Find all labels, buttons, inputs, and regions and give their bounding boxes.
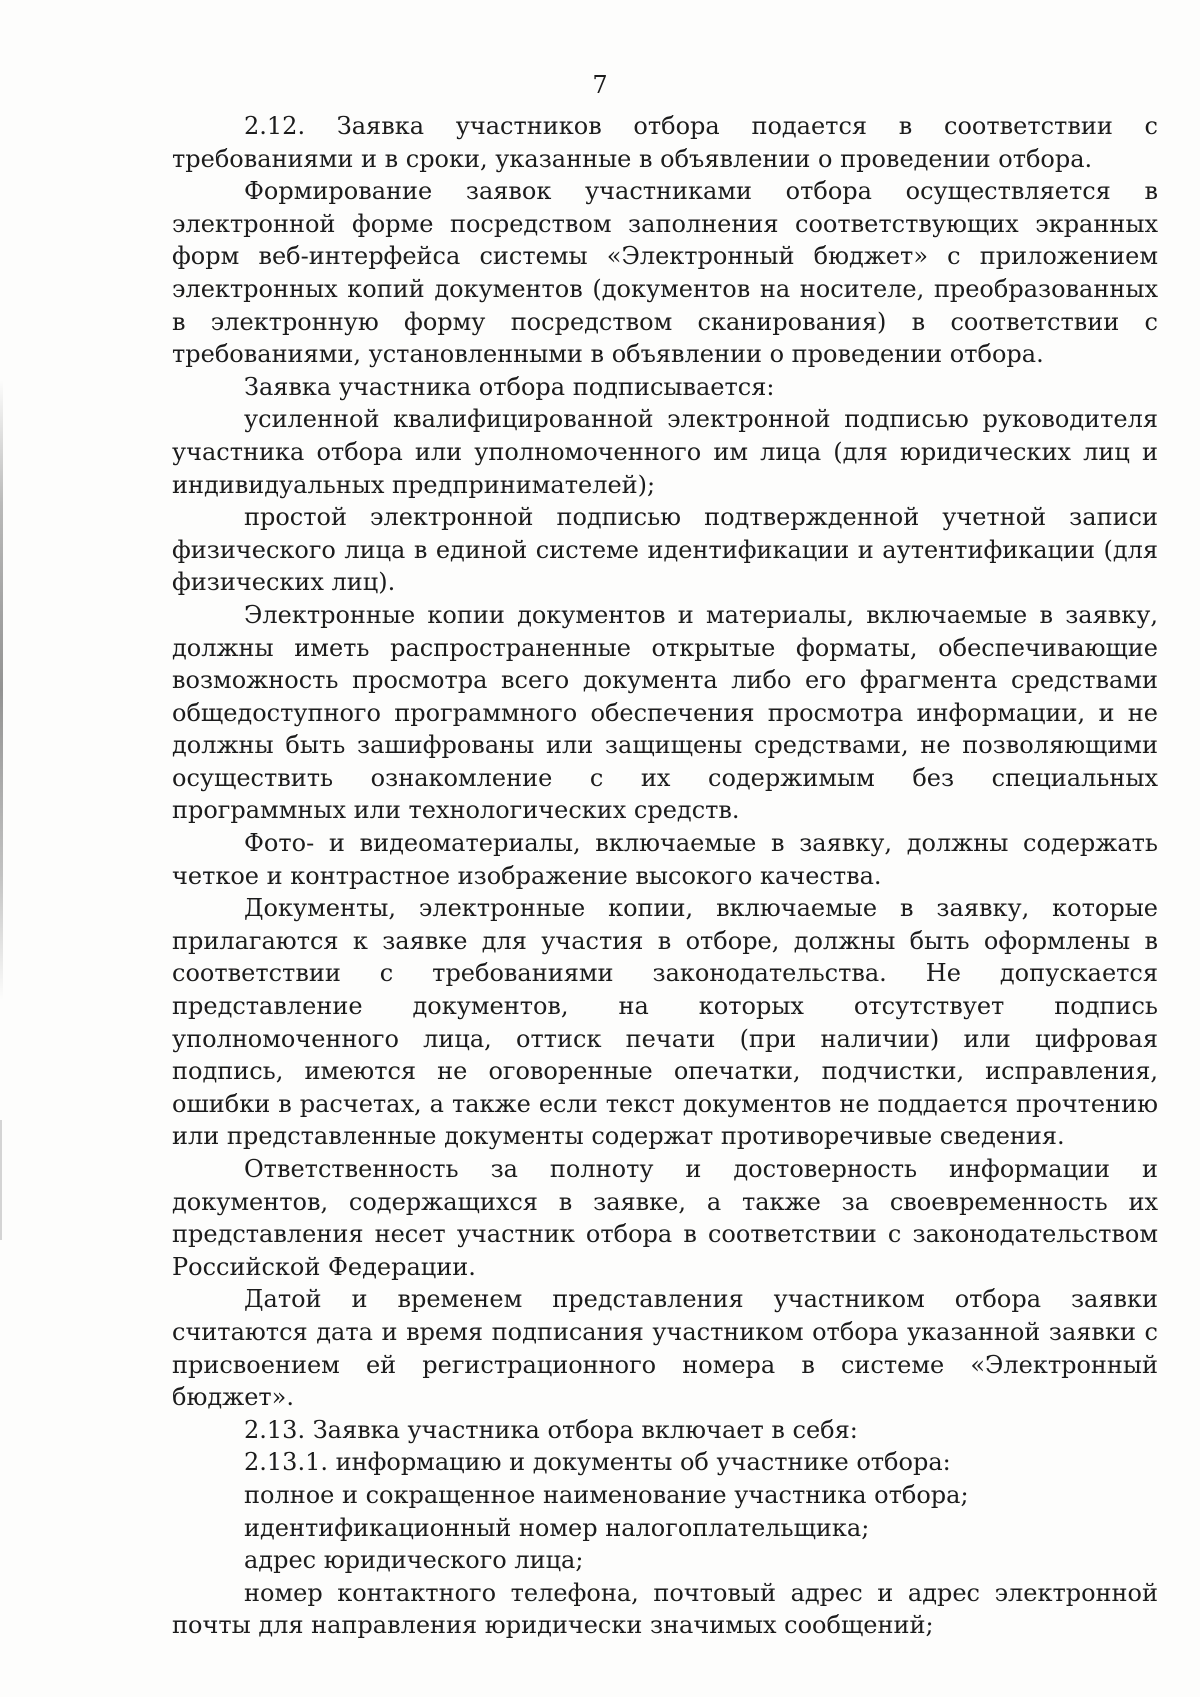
paragraph: Документы, электронные копии, включаемые в заявку, которые прилагаются к заявке для участия в отборе, должны быть оформлены в соответствии с требованиями законодательства. Не допускается представление документов, на которых отсутствует подпись уполномоченного лица, оттиск печати (при наличии) или цифровая подпись, имеются не оговоренные опечатки, подчистки, исправления, ошибки в расчетах, а также если текст документов не поддается прочтению или представленные документы содержат противоречивые сведения. bbox=[172, 894, 1158, 1151]
paragraph: 2.13.1. информацию и документы об участнике отбора: bbox=[244, 1448, 951, 1477]
paragraph: 2.13. Заявка участника отбора включает в себя: bbox=[244, 1415, 858, 1444]
scan-edge-mark bbox=[0, 380, 3, 1000]
paragraph: полное и сокращенное наименование участника отбора; bbox=[244, 1480, 969, 1509]
paragraph: Фото- и видеоматериалы, включаемые в заявку, должны содержать четкое и контрастное изображение высокого качества. bbox=[172, 829, 1158, 890]
paragraph: адрес юридического лица; bbox=[244, 1546, 584, 1575]
paragraph: 2.12. Заявка участников отбора подается в соответствии с требованиями и в сроки, указанные в объявлении о проведении отбора. bbox=[172, 112, 1158, 173]
paragraph: простой электронной подписью подтвержденной учетной записи физического лица в единой системе идентификации и аутентификации (для физических лиц). bbox=[172, 503, 1158, 597]
paragraph: Датой и временем представления участником отбора заявки считаются дата и время подписания участником отбора указанной заявки с присвоением ей регистрационного номера в системе «Электронный бюджет». bbox=[172, 1285, 1158, 1412]
scan-edge-mark bbox=[0, 1120, 2, 1240]
document-body bbox=[172, 110, 1158, 1642]
page-number: 7 bbox=[592, 71, 608, 99]
paragraph: идентификационный номер налогоплательщика; bbox=[244, 1513, 870, 1542]
paragraph: Ответственность за полноту и достоверность информации и документов, содержащихся в заявке, а также за своевременность их представления несет участник отбора в соответствии с законодательством Российской Федерации. bbox=[172, 1155, 1158, 1281]
paragraph: номер контактного телефона, почтовый адрес и адрес электронной почты для направления юридически значимых сообщений; bbox=[172, 1578, 1158, 1640]
paragraph: Формирование заявок участниками отбора осуществляется в электронной форме посредством заполнения соответствующих экранных форм веб-интерфейса системы «Электронный бюджет» с приложением электронных копий документов (документов на носителе, преобразованных в электронную форму посредством сканирования) в соответствии с требованиями, установленными в объявлении о проведении отбора. bbox=[172, 177, 1158, 369]
paragraph: усиленной квалифицированной электронной подписью руководителя участника отбора или уполномоченного им лица (для юридических лиц и индивидуальных предпринимателей); bbox=[172, 405, 1158, 499]
paragraph: Электронные копии документов и материалы, включаемые в заявку, должны иметь распространенные открытые форматы, обеспечивающие возможность просмотра всего документа либо его фрагмента средствами общедоступного программного обеспечения просмотра информации, и не должны быть зашифрованы или защищены средствами, не позволяющими осуществить ознакомление с их содержимым без специальных программных или технологических средств. bbox=[172, 600, 1158, 825]
paragraph: Заявка участника отбора подписывается: bbox=[244, 372, 775, 401]
